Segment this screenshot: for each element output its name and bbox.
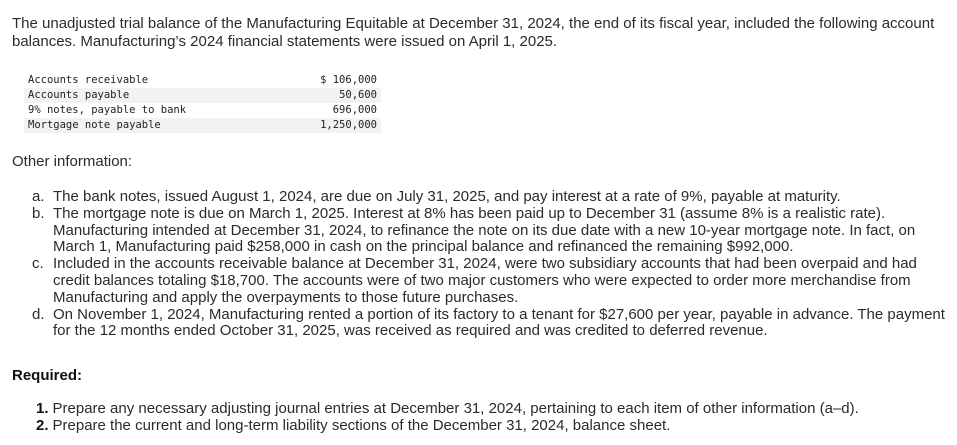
requirement-number: 2. [36,417,49,434]
table-row [24,73,381,88]
account-amount: 1,250,000 [297,118,381,133]
other-information-heading: Other information: [12,153,133,170]
item-text: The bank notes, issued August 1, 2024, are due on July 31, 2025, and pay interest at a rate of 9%, payable at maturity. [53,188,841,205]
item-marker: c. [32,255,44,273]
item-text: The mortgage note is due on March 1, 2025. Interest at 8% has been paid up to December 31 (assume 8% is a realistic rate). Manufacturing intended at December 31, 2024, to refinance the note on its due date with a new 10-year mortgage note. In fact, on March 1, Manufacturing paid $258,000 in cash on the principal balance and refinanced the remaining $992,000. [53,204,916,256]
item-marker: a. [32,188,45,205]
requirement-number: 1. [36,400,49,417]
list-item [32,256,952,306]
table-row [24,103,381,118]
list-item [36,417,859,434]
trial-balance-table [24,73,381,133]
table-row [24,88,381,103]
item-marker: b. [32,204,45,222]
account-name: 9% notes, payable to bank [24,103,297,118]
other-information-list [32,189,952,340]
account-amount: 50,600 [297,88,381,103]
account-name: Mortgage note payable [24,118,297,133]
item-text: On November 1, 2024, Manufacturing rented a portion of its factory to a tenant for $27,600 per year, payable in advance. The payment for the 12 months ended October 31, 2025, was received as required and was credited to deferred revenue. [53,305,945,340]
list-item [32,189,952,206]
account-name: Accounts receivable [24,73,297,88]
account-amount: $ 106,000 [297,73,381,88]
item-marker: d. [32,305,45,323]
list-item [32,206,952,256]
account-name: Accounts payable [24,88,297,103]
requirement-text: Prepare any necessary adjusting journal entries at December 31, 2024, pertaining to each item of other information (a–d). [52,400,859,417]
table-row [24,118,381,133]
list-item [32,307,952,341]
item-text: Included in the accounts receivable balance at December 31, 2024, were two subsidiary accounts that had been overpaid and had credit balances totaling $18,700. The accounts were of two major customers who were expected to order more merchandise from Manufacturing and apply the overpayments to those future purchases. [53,255,917,306]
problem-intro: The unadjusted trial balance of the Manufacturing Equitable at December 31, 2024, the end of its fiscal year, included the following account balances. Manufacturing’s 2024 financial statements were issued on April 1, 2025. [12,15,935,50]
requirement-text: Prepare the current and long-term liability sections of the December 31, 2024, balance sheet. [52,417,671,434]
required-heading: Required: [12,367,83,384]
account-amount: 696,000 [297,103,381,118]
required-list [36,400,859,434]
list-item [36,400,859,417]
